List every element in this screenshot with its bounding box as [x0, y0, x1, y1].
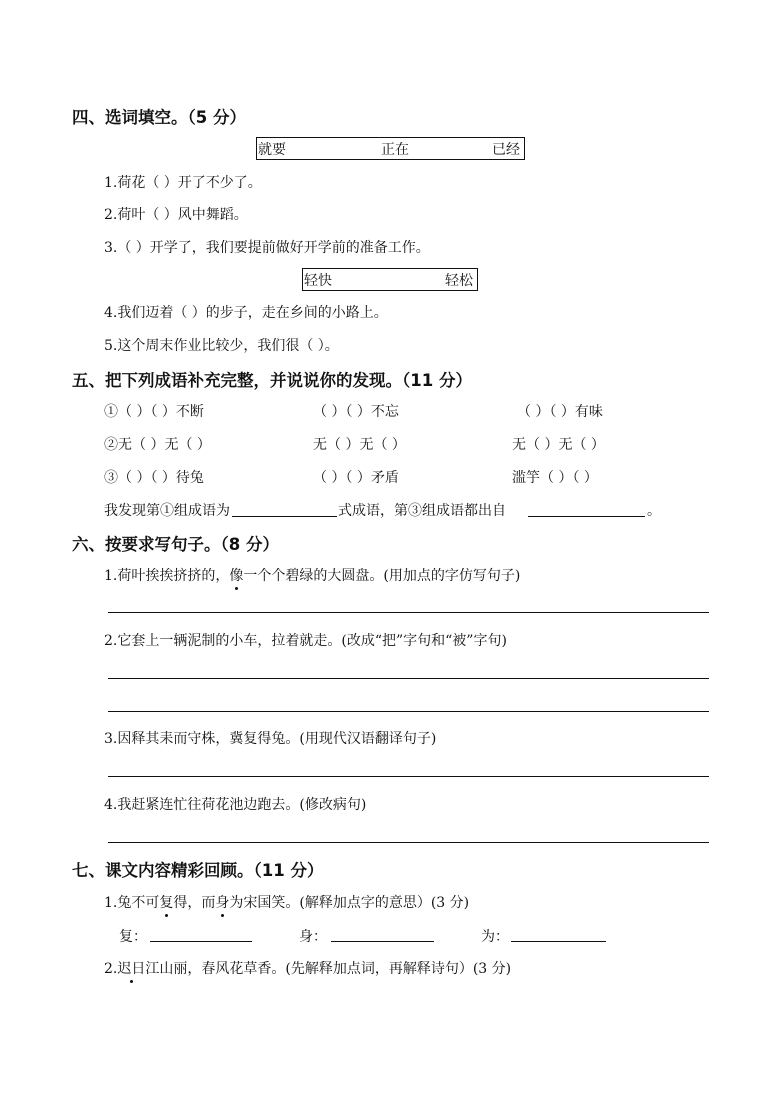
answer-blank-fu[interactable]: [150, 925, 252, 942]
text: 江山丽，春风花草香。(先解释加点词，再解释诗句）(3 分): [145, 961, 512, 977]
question-6-3: 3.因释其耒而守株，冀复得兔。(用现代汉语翻译句子): [104, 731, 437, 747]
answer-line[interactable]: [108, 612, 709, 613]
section-6-title: 六、按要求写句子。（8 分）: [72, 535, 279, 554]
section-7-title: 七、课文内容精彩回顾。（11 分）: [72, 861, 324, 880]
text: 为宋国笑。(解释加点字的意思）(3 分): [229, 895, 470, 911]
question-6-4: 4.我赶紧连忙往荷花池边跑去。(修改病句): [104, 797, 367, 813]
word-option: 轻松: [445, 273, 473, 289]
word-option: 正在: [381, 142, 409, 158]
dotted-word: 迟日: [117, 958, 145, 978]
idiom-item: 无（ ）无（ ）: [512, 437, 605, 453]
idiom-item: ①（ ）（ ）不断: [104, 404, 204, 420]
text: 2.: [104, 961, 118, 977]
finding-label-2: 式成语，第③组成语都出自: [338, 503, 506, 519]
label-wei: 为：: [481, 929, 509, 945]
finding-label-3: 。: [647, 503, 661, 519]
question-4-2: 2.荷叶（ ）风中舞蹈。: [104, 207, 248, 223]
answer-blank-shen[interactable]: [331, 925, 434, 942]
finding-blank-1[interactable]: [232, 499, 337, 517]
question-4-4: 4.我们迈着（ ）的步子，走在乡间的小路上。: [104, 305, 388, 321]
dotted-char: 复: [159, 892, 173, 912]
idiom-item: 无（ ）无（ ）: [313, 437, 406, 453]
text: 1.荷叶挨挨挤挤的，: [104, 568, 230, 584]
idiom-item: ②无（ ）无（ ）: [104, 437, 211, 453]
word-option: 已经: [492, 142, 520, 158]
answer-line[interactable]: [108, 842, 709, 843]
idiom-item: ③（ ）（ ）待兔: [104, 470, 204, 486]
label-fu: 复：: [119, 929, 147, 945]
section-4-title: 四、选词填空。（5 分）: [72, 108, 246, 127]
word-box-1: [256, 137, 525, 160]
idiom-item: （ ）（ ）矛盾: [313, 470, 399, 486]
word-option: 就要: [258, 142, 286, 158]
question-6-2: 2.它套上一辆泥制的小车，拉着就走。(改成“把”字句和“被”字句): [104, 633, 507, 649]
question-4-3: 3.（ ）开学了，我们要提前做好开学前的准备工作。: [104, 240, 430, 256]
question-7-2: [104, 958, 511, 978]
idiom-item: 滥竽（ ）（ ）: [512, 470, 598, 486]
word-box-2: [302, 268, 478, 291]
question-4-1: 1.荷花（ ）开了不少了。: [104, 175, 262, 191]
question-6-1: [104, 565, 520, 585]
idiom-item: （ ）（ ）不忘: [313, 404, 399, 420]
answer-line[interactable]: [108, 711, 709, 712]
answer-line[interactable]: [108, 776, 709, 777]
question-7-1: [104, 892, 469, 912]
dotted-char: 身: [215, 892, 229, 912]
word-option: 轻快: [304, 273, 332, 289]
idiom-item: （ ）（ ）有味: [517, 404, 603, 420]
text: 一个个碧绿的大圆盘。(用加点的字仿写句子): [243, 568, 521, 584]
text: 得，而: [173, 895, 216, 911]
answer-line[interactable]: [108, 678, 709, 679]
question-4-5: 5.这个周末作业比较少，我们很（ ）。: [104, 338, 339, 354]
finding-blank-2[interactable]: [528, 499, 645, 517]
text: 1.兔不可: [104, 895, 160, 911]
answer-blank-wei[interactable]: [511, 925, 606, 942]
section-5-title: 五、把下列成语补充完整，并说说你的发现。（11 分）: [72, 371, 472, 390]
label-shen: 身：: [299, 929, 327, 945]
dotted-char: 像: [229, 565, 243, 585]
finding-label-1: 我发现第①组成语为: [104, 503, 230, 519]
